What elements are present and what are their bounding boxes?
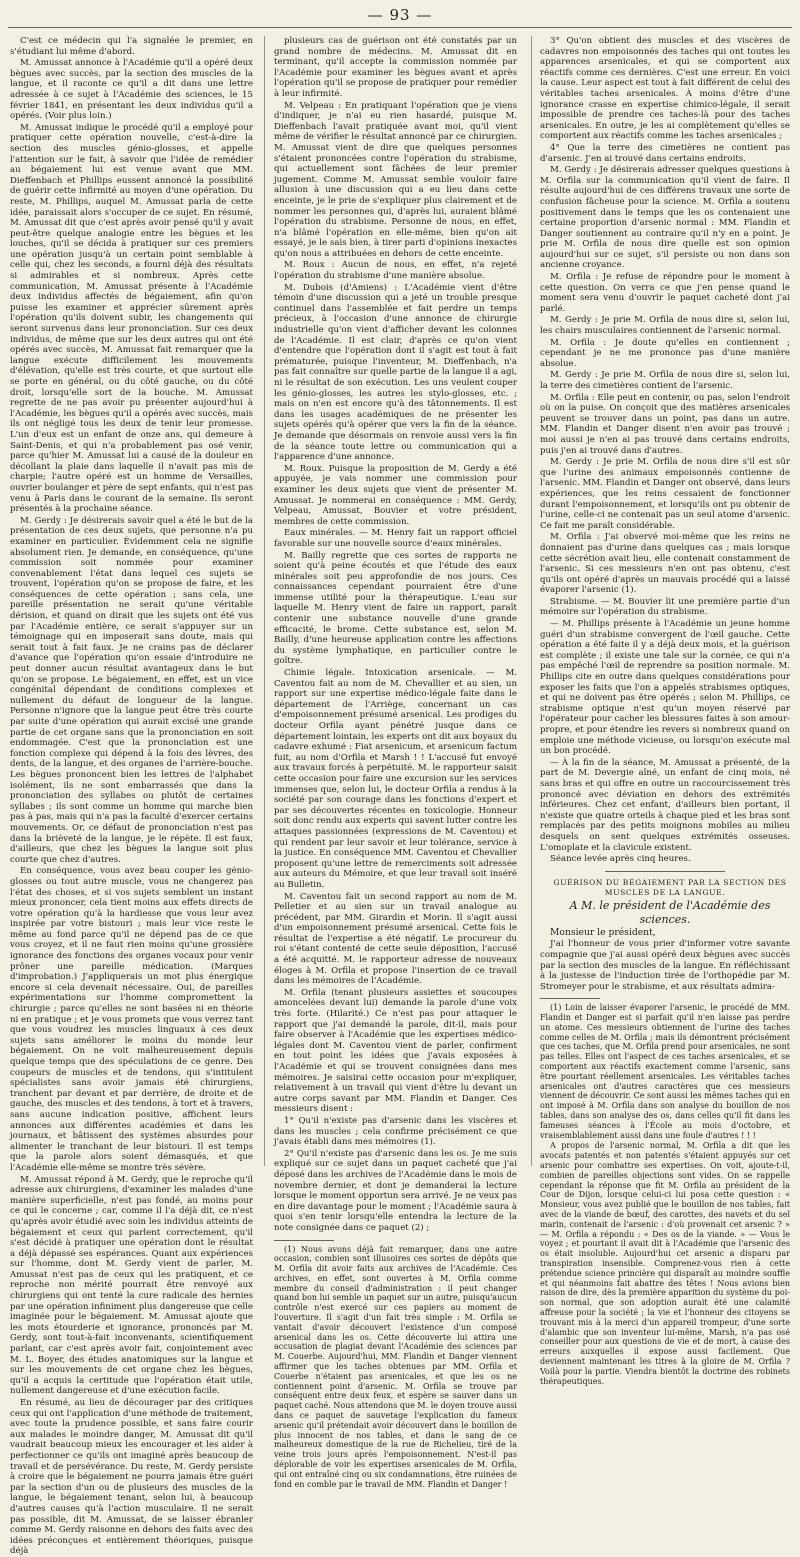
- footnote-rule: [274, 1240, 334, 1241]
- footnote-rule: [540, 998, 600, 999]
- paragraph: M. Orfila : Je doute qu'elles en contiennent ; cependant je ne me prononce pas d'une manière absolue.: [540, 337, 790, 369]
- paragraph: 2° Qu'il n'existe pas d'arsenic dans les os. Je me suis expliqué sur ce sujet dans un paquet cacheté que j'ai déposé dans les archives de l'Académie dans le mois de novembre dernier, et dont je demanderai la lecture lorsque le moment opportun sera arrivé. Je ne veux pas en dire davantage pour le moment ; l'Académie saura à quoi s'en tenir lorsqu'elle entendra la lecture de la note consignée dans ce paquet (2) ;: [274, 1148, 517, 1233]
- paragraph: M. Orfila : J'ai observé moi-même que les reins ne donnaient pas d'urine dans quelques cas ; mais lorsque cette sécrétion avait lieu, elle contenait constamment de l'arsenic. Si ces messieurs n'en ont pas obtenu, c'est qu'ils ont opéré d'après un mauvais procédé qui a laissé évaporer l'arsenic (1).: [540, 532, 790, 596]
- letter-body: J'ai l'honneur de vous prier d'informer votre savante compagnie que j'ai aussi opéré deux bègues avec succès par la section des muscles de la langue. En réfléchissant à la justesse de l'induction tirée de l'orthopédie par M. Stromeyer pour le strabisme, et aux résultats admira-: [540, 939, 790, 992]
- paragraph: En résumé, au lieu de décourager par des critiques ceux qui ont l'application d'une méthode de traitement, avec toute la prudence possible, et sans faire courir aux malades le moindre danger, M. Amussat dit qu'il vaudrait beaucoup mieux les encourager et les aider à perfectionner ce qu'ils ont imaginé après beaucoup de travail et de persévérance. Du reste, M. Gerdy persiste à croire que le bégaiement ne pourra jamais être guéri par la section d'un ou de plusieurs des muscles de la langue, le bégaiement tenant, selon lui, à beaucoup d'autres causes qu'à l'action musculaire. Il ne serait pas possible, dit M. Amussat, de se laisser ébranler comme M. Gerdy raisonne en dehors des faits avec des idées préconçues et entièrement théoriques, puisque déjà: [10, 1398, 253, 1557]
- paragraph: M. Velpeau : En pratiquant l'opération que je viens d'indiquer, je n'ai eu rien hasardé, puisque M. Dieffenbach l'avait pratiquée avant moi, qu'il vient même de vérifier le résultat annoncé par ce chirurgien. M. Amussat vient de dire que quelques personnes s'étaient prononcées contre l'opération du strabisme, qui actuellement sont fâchées de leur premier jugement. Comme M. Amussat semble vouloir faire allusion à une discussion qui a eu lieu dans cette enceinte, je le prie de s'expliquer plus clairement et de nommer les personnes qui, d'après lui, auraient blâmé l'opération du strabisme. Personne de nous, en effet, n'a blâmé l'opération en elle-même, bien qu'on ait essayé, je le sais bien, à tirer parti d'opinions inexactes qu'on nous a attribuées en dehors de cette enceinte.: [274, 100, 517, 259]
- paragraph: Strabisme. — M. Bouvier lit une première partie d'un mémoire sur l'opération du strabisme.: [540, 596, 790, 618]
- paragraph: M. Amussat annonce à l'Académie qu'il a opéré deux bègues avec succès, par la section des muscles de la langue, et il raconte ce qu'il a dit dans une lettre adressée à ce sujet à l'Académie des sciences, le 15 février 1841, en présentant les deux individus qu'il a opérés. (Voir plus loin.): [10, 58, 253, 122]
- paragraph: 4° Que la terre des cimetières ne contient pas d'arsenic. J'en ai trouvé dans certains endroits.: [540, 142, 790, 164]
- paragraph: M. Gerdy : Je prie M. Orfila de nous dire si, selon lui, les chairs musculaires contiennent de l'arsenic normal.: [540, 315, 790, 337]
- letter-salutation: Monsieur le président,: [550, 926, 656, 938]
- paragraph: M. Roux. Puisque la proposition de M. Gerdy a été appuyée, je vais nommer une commission pour examiner les deux sujets que vient de présenter M. Amussat. Je nommerai en conséquence : MM. Gerdy, Velpeau, Amussat, Bouvier et votre président, membres de cette commission.: [274, 463, 517, 527]
- paragraph: M. Amussat répond à M. Gerdy, que le reproche qu'il adresse aux chirurgiens, d'examiner les malades d'une manière superficielle, n'est pas fondé, au moins pour ce qui le concerne ; car, comme il l'a déjà dit, ce n'est qu'après avoir étudié avec soin les individus atteints de bégaiement et ceux qui parlent correctement, qu'il s'est décidé à pratiquer une opération dont le résultat a déjà dépassé ses espérances. Quant aux expériences sur l'homme, dont M. Gerdy vient de parler, M. Amussat n'est pas de ceux qui les pratiquent, et ce reproche non mérité pourrait être renvoyé aux chirurgiens qui ont tenté la cure radicale des hernies par une opération infiniment plus dangereuse que celle imaginée pour le bégaiement. M. Amussat ajoute que les mots étourderie et ignorance, prononcés par M. Gerdy, sont tout-à-fait inconvenants, scientifiquement parlant, car c'est après avoir fait, conjointement avec M. L. Boyer, des études anatomiques sur la langue et sur les mouvements de cet organe chez les bègues, qu'il a acquis la certitude que l'opération était utile, nullement dangereuse et d'une exécution facile.: [10, 1174, 253, 1397]
- column-separator: [264, 36, 265, 1166]
- paragraph: M. Orfila : Je refuse de répondre pour le moment à cette question. On verra ce que j'en pense quand le moment sera venu d'ouvrir le paquet cacheté dont j'ai parlé.: [540, 272, 790, 314]
- section-rule: [605, 871, 725, 872]
- footnote: (1) Loin de laisser évaporer l'arsenic, le procédé de MM. Flandin et Danger est si parfait qu'il n'en laisse pas perdre un atome. Ces messieurs obtiennent de l'urine des taches comme celles de M. Orfila ; mais ils démontrent précisément que ces taches, que M. Orfila prend pour arsenicales, ne sont pas telles. Elles ont l'aspect de ces taches arsenicales, et se comportent aux réactifs exactement comme l'arsenic, sans être pourtant réellement arsenicales. Les véritables taches arsenicales ont d'autres caractères que ces messieurs viennent de découvrir. Ce sont aussi les mêmes taches qui en ont imposé à M. Orfila dans son analyse du bouillon de nos tables, dans son analyse des os, dans celles qu'il fit dans les fameuses séances à l'École au mois d'octobre, et vraisemblablement aussi dans une foule d'autres ! ! !: [540, 1003, 790, 1140]
- paragraph: — M. Phillips présente à l'Académie un jeune homme guéri d'un strabisme convergent de l'œil gauche. Cette opération a été faite il y a déjà deux mois, et la guérison est complète ; il existe une tale sur la cornée, ce qui n'a pas empêché l'œil de reprendre sa position normale. M. Phillips cite en outre dans quelques considérations pour exposer les faits que l'on a appelés strabismes optiques, et qui ne doivent pas être opérés ; selon M. Phillips, ce strabisme optique n'est qu'un moyen réservé par l'opérateur pour cacher les blessures faites à son amour-propre, et pour étendre les revers si nombreux quand on emploie une méthode vicieuse, ou lorsqu'on exécute mal un bon procédé.: [540, 619, 790, 757]
- paragraph: C'est ce médecin qui l'a signalée le premier, en s'étudiant lui même d'abord.: [10, 36, 253, 57]
- paragraph: M. Gerdy : Je prie M. Orfila de nous dire s'il est sûr que l'urine des animaux empoisonnés contienne de l'arsenic. MM. Flandin et Danger ont observé, dans leurs expériences, que les reins cessaient de fonctionner durant l'empoisonnement, et lorsqu'ils ont pu obtenir de l'urine, celle-ci ne contenait pas un seul atome d'arsenic. Ce fait me paraît considérable.: [540, 457, 790, 531]
- letter-address: A M. le président de l'Académie des sciences.: [569, 898, 771, 926]
- footnote: (1) Nous avons déjà fait remarquer, dans une autre occasion, combien sont illusoires ces sortes de dépôts que M. Orfila dit avoir faits aux archives de l'Académie. Ces archives, en effet, sont ouvertes à M. Orfila comme membre du conseil d'administration : il peut changer quand bon lui semble un paquet sur un autre, puisqu'aucun contrôle n'est exercé sur ces papiers au moment de l'ouverture. Il s'agit d'un fait très simple : M. Orfila se vantait d'avoir découvert l'existence d'un composé arsenical dans les os. Cette découverte lui attira une accusation de plagiat devant l'Académie des sciences par M. Couerbe. Aujourd'hui, MM. Flandin et Danger viennent affirmer que les taches obtenues par MM. Orfila et Couerbe n'étaient pas arsenicales, et que les os ne contiennent point d'arsenic. M. Orfila se trouve par conséquent entre deux feux, et espère se sauver dans un paquet caché. Nous attendons que M. le doyen trouve aussi dans ce paquet de sauvetage l'explication du fameux arsenic qu'il prétendait avoir découvert dans le bouillon de plus innocent de nos tables, et dans le sang de ce malheureux domestique de la rue de Richelieu, tiré de la veine trois jours après l'empoisonnement. N'est-il pas déplorable de voir les expertises arsenicales de M. Orfila, qui ont entraîné cinq ou six condamnations, être ruinées de fond en comble par le travail de MM. Flandin et Danger !: [274, 1244, 517, 1489]
- page-number: — 93 —: [367, 6, 433, 24]
- column-left: [10, 36, 253, 1557]
- paragraph: M. Gerdy : Je désirerais adresser quelques questions à M. Orfila sur la communication qu'il vient de faire. Il résulte aujourd'hui de ces différens travaux une sorte de confusion fâcheuse pour la science. M. Orfila a soutenu positivement dans le temps que les os contenaient une certaine proportion d'arsenic normal : MM. Flandin et Danger soutiennent au contraire qu'il n'y en a point. Je prie M. Orfila de nous dire quelle est son opinion aujourd'hui sur ce sujet, s'il persiste ou non dans son ancienne croyance.: [540, 165, 790, 271]
- paragraph: M. Amussat indique le procédé qu'il a employé pour pratiquer cette opération nouvelle, c'est-à-dire la section des muscles génio-glosses, et appelle l'attention sur le fait, à savoir que l'idée de remédier au bégaiement lui est venue avant que MM. Dieffenbach et Phillips eussent annoncé la possibilité de guérir cette infirmité au moyen d'une opération. Du reste, M. Phillips, auquel M. Amussat parla de cette idée, paraissait alors s'occuper de ce sujet. En résumé, M. Amussat dit que c'est après avoir pensé qu'il y avait peut-être quelque analogie entre les bègues et les louches, qu'il se décida à pratiquer sur ces premiers une opération jusqu'à un certain point semblable à celle qui, chez les seconds, a fourni déjà des résultats si admirables et si nombreux. Après cette communication, M. Amussat présente à l'Académie deux individus affectés de bégaiement, afin qu'on puisse les examiner et apprécier sûrement après l'opération qu'ils doivent subir, les changements qui seront survenus dans leur prononciation. Sur ces deux individus, de même que sur les deux autres qui ont été opérés avec succès, M. Amussat fait remarquer que la langue exécute difficilement les mouvements d'élévation, qu'elle est très courte, et que surtout elle se porte en général, ou du côté gauche, ou du côté droit, lorsqu'elle sort de la bouche. M. Amussat regrette de ne pas avoir pu présenter aujourd'hui à l'Académie, les bègues qu'il a opérés avec succès, mais ils ont négligé tous les deux de tenir leur promesse. L'un d'eux est un enfant de onze ans, qui demeure à Saint-Denis, et qui n'a probablement pas osé venir, parce qu'hier M. Amussat lui a causé de la douleur en décollant la plaie dans laquelle il n'avait pas mis de charpie; l'autre opéré est un homme de Versailles, ouvrier boulanger et père de sept enfants, qui n'est pas venu à Paris dans le courant de la semaine. Ils seront présentés à la prochaine séance.: [10, 122, 253, 515]
- paragraph: M. Orfila : Elle peut en contenir, ou pas, selon l'endroit où on la puise. On conçoit que des matières arsenicales peuvent se trouver dans un point, pas dans un autre. MM. Flandin et Danger disent n'en avoir pas trouvé ; moi aussi je n'en ai pas trouvé dans certains endroits, puis j'en ai trouvé dans d'autres.: [540, 392, 790, 456]
- paragraph: Séance levée après cinq heures.: [550, 854, 691, 865]
- paragraph: Chimie légale. Intoxication arsenicale. — M. Caventou fait au nom de M. Chevallier et au sien, un rapport sur une expertise médico-légale faite dans le département de l'Arriège, concernant un cas d'empoisonnement présumé arsenical. Les prodiges du docteur Orfila ayant pénétré jusque dans ce département lointain, les experts ont dit aux boyaux du cadavre exhumé : Fiat arsenicum, et arsenicum factum fuit, au nom d'Orfila et Marsh ! ! L'accusé fut envoyé aux travaux forcés à perpétuité. M. le rapporteur saisit cette occasion pour faire une excursion sur les services immenses que, selon lui, le docteur Orfila a rendus à la société par son courage dans les fonctions d'expert et par ses découvertes récentes en toxicologie. Honneur soit donc rendu aux experts qui savent lutter contre les attaques passionnées (expressions de M. Caventou) et qui rendent par leur savoir et leur tolérance, service à la justice. En conséquence MM. Caventou et Chevallier proposent qu'une lettre de remerciments soit adressée aux auteurs du Mémoire, et que leur travail soit inséré au Bulletin.: [274, 668, 517, 890]
- footnote: A propos de l'arsenic normal, M. Orfila a dit que les avocats patentés et non patentés s'étaient appuyés sur cet arsenic pour combattre ses expertises. On voit, ajoute-t-il, combien de pareilles objections sont vides. On se rappelle cependant la réponse que fit M. Orfila au président de la Cour de Dijon, lorsque celui-ci lui posa cette question : « Monsieur, vous avez publié que le bouillon de nos tables, fait avec de la viande de bœuf, des carottes, des navets et du sel marin, contenait de l'arsenic : d'où provenait cet arsenic ? » — M. Orfila a répondu : « Des os de la viande. » — Vous le voyez ; et pourtant il avait dit à l'Académie que l'arsenic des os était insoluble. Aujourd'hui cet arsenic a disparu par transpiration insensible. Comprenez-vous rien à cette prétendue science princière qui disparaît au moindre souffle et qui néanmoins fait abattre des têtes ! Nous avions bien raison de dire, dès la première apparition du système du poi-son normal, que son adoption aurait été une calamité affreuse pour la société ; la vie et l'honneur des citoyens se trouvant mis à la merci d'un appareil trompeur, d'une sorte d'alambic que son inventeur lui-même, Marsh, n'a pas osé conseiller pour aux questions de vie et de mort, à cause des erreurs auxquelles il expose aussi facilement. Que deviennent maintenant les titres à la gloire de M. Orfila ? Voilà pour la partie. Viendra bientôt la doctrine des robinets thérapeutiques.: [540, 1141, 790, 1386]
- paragraph: M. Dubois (d'Amiens) : L'Académie vient d'être témoin d'une discussion qui a jeté un trouble presque continuel dans l'assemblée et fait perdre un temps précieux, à l'occasion d'une annonce de chirurgie industrielle qu'on vient d'afficher devant les colonnes de l'Académie. Il est clair, d'après ce qu'on vient d'entendre que l'opération dont il s'agit est tout à fait prématurée, puisque l'inventeur, M. Dieffenbach, n'a pas fait connaître sur quelle partie de la langue il a agi, ni le résultat de son exécution. Les uns veulent couper les génio-glosses, les autres les stylo-glosses, etc. ; mais on n'en est encore qu'à des tâtonnements. Il est dans les usages académiques de ne présenter les sujets opérés qu'à opérer que vers la fin de la séance. Je demande que désormais on renvoie aussi vers la fin de la séance toute lettre ou communication qui a l'apparence d'une annonce.: [274, 282, 517, 463]
- paragraph: M. Gerdy : Je désirerais savoir quel a été le but de la présentation de ces deux sujets, que personne n'a pu examiner en particulier. Évidemment cela ne signifie absolument rien. Je demande, en conséquence, qu'une commission soit nommée pour examiner convenablement l'état dans lequel ces sujets se trouvent, l'opération qu'on se propose de faire, et les conséquences de cette opération ; sans cela, une pareille présentation ne serait qu'une véritable dérision, et quand on dirait que les sujets ont été vus par l'Académie entière, ce serait s'appuyer sur un témoignage qui en imposerait sans doute, mais qui serait tout à fait faux. Je ne crains pas de déclarer d'avance que l'opération qu'on essaie d'introduire ne peut donner aucun résultat avantageux dans le but qu'on se propose. Le bégaiement, en effet, est un vice congénital dépendant de conditions complexes et nullement du défaut de longueur de la langue. Personne n'ignore que la langue peut être très courte par suite d'une opération qui aurait excisé une grande partie de cet organe sans que la prononciation en soit endommagée. C'est que la prononciation est une fonction complexe qui dépend à la fois des lèvres, des dents, de la langue, et des organes de l'arrière-bouche. Les bègues prononcent bien les lettres de l'alphabet isolément, ils ne sont embarrassés que dans la prononciation des syllabes ou plutôt de certaines syllabes ; ils sont comme un homme qui marche bien pas à pas, mais qui n'a pas la faculté d'exercer certains mouvements. Or, ce défaut de prononciation n'est pas dans la brièveté de la langue, je le répète. Il est faux, d'ailleurs, que chez les bègues la langue soit plus courte que chez d'autres.: [10, 515, 253, 865]
- column-separator: [531, 36, 532, 1166]
- paragraph: M. Gerdy : Je prie M. Orfila de nous dire si, selon lui, la terre des cimetières contient de l'arsenic.: [540, 370, 790, 391]
- paragraph: plusieurs cas de guérison ont été constatés par un grand nombre de médecins. M. Amussat dit en terminant, qu'il accepte la commission nommée par l'Académie pour examiner les bègues avant et après l'opération qu'il se propose de pratiquer pour remédier à leur infirmité.: [274, 36, 517, 99]
- paragraph: M. Caventou fait un second rapport au nom de M. Pelletier et au sien sur un travail analogue au précédent, par MM. Girardin et Morin. Il s'agit aussi d'un empoisonnement présumé arsenical. Cette fois le résultat de l'expertise a été négatif. Le procureur du roi s'étant contenté de cette seule déposition, l'accusé a été acquitté. M. le rapporteur adresse de nouveaux éloges à M. Orfila et propose l'insertion de ce travail dans les mémoires de l'Académie.: [274, 891, 517, 987]
- header-rule: [8, 27, 792, 28]
- paragraph: M. Roux : Aucun de nous, en effet, n'a rejeté l'opération du strabisme d'une manière absolue.: [274, 260, 517, 282]
- paragraph: En conséquence, vous avez beau couper les génio-glosses ou tout autre muscle, vous ne changerez pas l'état des choses, et si vos sujets semblent un instant mieux prononcer, cela tient moins aux effets directs de votre opération qu'à la hardiesse que vous leur avez inspirée par votre bistouri ; mais leur vice reste le même au fond parce qu'il ne dépend pas de ce que vous croyez, et il ne faut rien moins qu'une grossière ignorance des fonctions des organes vocaux pour venir prôner une pareille médication. (Marques d'improbation.) J'appliquerais un mot plus énergique encore si cela devenait nécessaire. Oui, de pareilles expérimentations sur l'homme compromettent la chirurgie ; parce qu'elles ne sont basées ni en théorie ni en pratique ; et je vous promets que vous verrez tant que vous voudrez les muscles linguaux à ces deux sujets sans améliorer le moins du monde leur bégaiement. On ne voit malheureusement depuis quelque temps que des spéculations de ce genre. Des coupeurs de muscles et de tendons, qui s'intitulent spécialistes sans avoir jamais été chirurgiens, tranchent par devant et par derrière, de droite et de gauche, des muscles et des tendons, à tort et à travers, sans aucune indication positive, affichent leurs annonces aux différentes académies et dans les journaux, et bâtissent des systèmes absurdes pour alimenter le tranchant de leur bistouri. Il est temps que la parole alors soient démasqués, et que l'Académie elle-même se montre très sévère.: [10, 866, 253, 1173]
- paragraph: M. Orfila (tenant plusieurs assiettes et soucoupes amoncelées devant lui) demande la parole d'une voix très forte. (Hilarité.) Ce n'est pas pour attaquer le rapport que j'ai demandé la parole, dit-il, mais pour faire observer à l'Académie que les expertises médico-légales dont M. Caventou vient de parler, confirment en tout point les idées que j'avais exposées à l'Académie et qui se trouvent consignées dans mes mémoires. Je saisirai cette occasion pour m'expliquer, relativement à un travail qui vient d'être lu devant un autre corps savant par MM. Flandin et Danger. Ces messieurs disent :: [274, 987, 517, 1115]
- paragraph: M. Bailly regrette que ces sortes de rapports ne soient qu'à peine écoutés et que l'étude des eaux minérales soit peu approfondie de nos jours. Ces connaissances cependant pourraient être d'une immense utilité pour la thérapeutique. L'eau sur laquelle M. Henry vient de faire un rapport, paraît contenir une substance nouvelle d'une grande efficacité, le brome. Cette substance est, selon M. Bailly, d'une heureuse application contre les affections du système lymphatique, en particulier contre le goître.: [274, 550, 517, 667]
- column-middle: [274, 36, 517, 1489]
- letter-heading: GUÉRISON DU BÉGAIEMENT PAR LA SECTION DES MUSCLES DE LA LANGUE.: [553, 877, 787, 897]
- column-right: [540, 36, 790, 1386]
- paragraph: 1° Qu'il n'existe pas d'arsenic dans les viscères et dans les muscles ; cela confirme précisément ce que j'avais établi dans mes mémoires (1).: [274, 1115, 517, 1148]
- paragraph: Eaux minérales. — M. Henry fait un rapport officiel favorable sur une nouvelle source d'eaux minérales.: [274, 528, 517, 549]
- paragraph: 3° Qu'on obtient des muscles et des viscères de cadavres non empoisonnés des taches qui ont toutes les apparences arsenicales, et qui se comportent aux réactifs comme ces dernières. C'est une erreur. En voici la cause. Leur aspect est tout à fait différent de celui des véritables taches arsenicales. À moins d'être d'une ignorance crasse en expertise chimico-légale, il serait impossible de prendre ces taches-là pour des taches arsenicales. En outre, je les ai complètement qu'elles se comportent aux réactifs comme les taches arsenicales ;: [540, 36, 790, 142]
- paragraph: — À la fin de la séance, M. Amussat a présenté, de la part de M. Devergie aîné, un enfant de cinq mois, né sans bras et qui offre en outre un raccourcissement très prononcé avec déviation en dehors des extrémités inférieures. Chez cet enfant, d'ailleurs bien portant, il n'existe que quatre orteils à chaque pied et les bras sont remplacés par des petits moignons mobiles au milieu desquels on sent quelques extrémités osseuses. L'omoplate et la clavicule existent.: [540, 757, 790, 853]
